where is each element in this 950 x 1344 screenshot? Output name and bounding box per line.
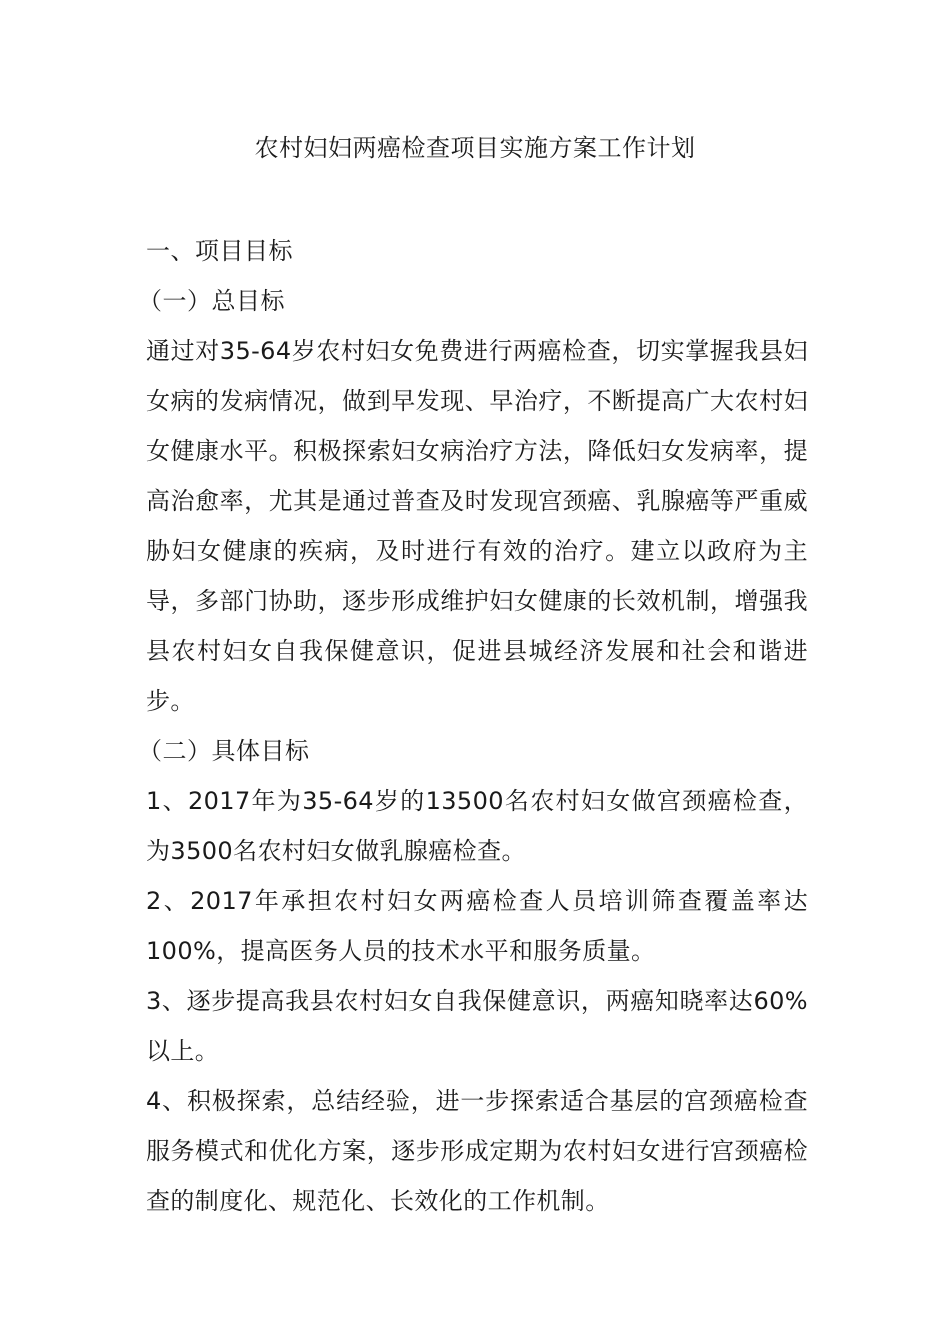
subsection-heading-overall: （一）总目标 xyxy=(138,287,285,315)
specific-goal-item-4: 4、积极探索，总结经验，进一步探索适合基层的宫颈癌检查服务模式和优化方案，逐步形成定期为农村妇女进行宫颈癌检查的制度化、规范化、长效化的工作机制。 xyxy=(146,1087,808,1215)
specific-goal-item-3: 3、逐步提高我县农村妇女自我保健意识，两癌知晓率达60%以上。 xyxy=(146,987,808,1065)
subsection-heading-specific: （二）具体目标 xyxy=(138,737,310,765)
overall-goal-paragraph: 通过对35-64岁农村妇女免费进行两癌检查，切实掌握我县妇女病的发病情况，做到早发现、早治疗，不断提高广大农村妇女健康水平。积极探索妇女病治疗方法，降低妇女发病率，提高治愈率，尤其是通过普查及时发现宫颈癌、乳腺癌等严重威胁妇女健康的疾病，及时进行有效的治疗。建立以政府为主导，多部门协助，逐步形成维护妇女健康的长效机制，增强我县农村妇女自我保健意识，促进县城经济发展和社会和谐进步。 xyxy=(146,337,808,715)
specific-goal-item-1: 1、2017年为35-64岁的13500名农村妇女做宫颈癌检查，为3500名农村妇女做乳腺癌检查。 xyxy=(146,787,808,865)
section-heading-goals: 一、项目目标 xyxy=(146,237,293,265)
document-title: 农村妇妇两癌检查项目实施方案工作计划 xyxy=(254,134,696,162)
document-body xyxy=(138,226,808,1226)
specific-goal-item-2: 2、2017年承担农村妇女两癌检查人员培训筛查覆盖率达100%，提高医务人员的技术水平和服务质量。 xyxy=(146,887,808,965)
